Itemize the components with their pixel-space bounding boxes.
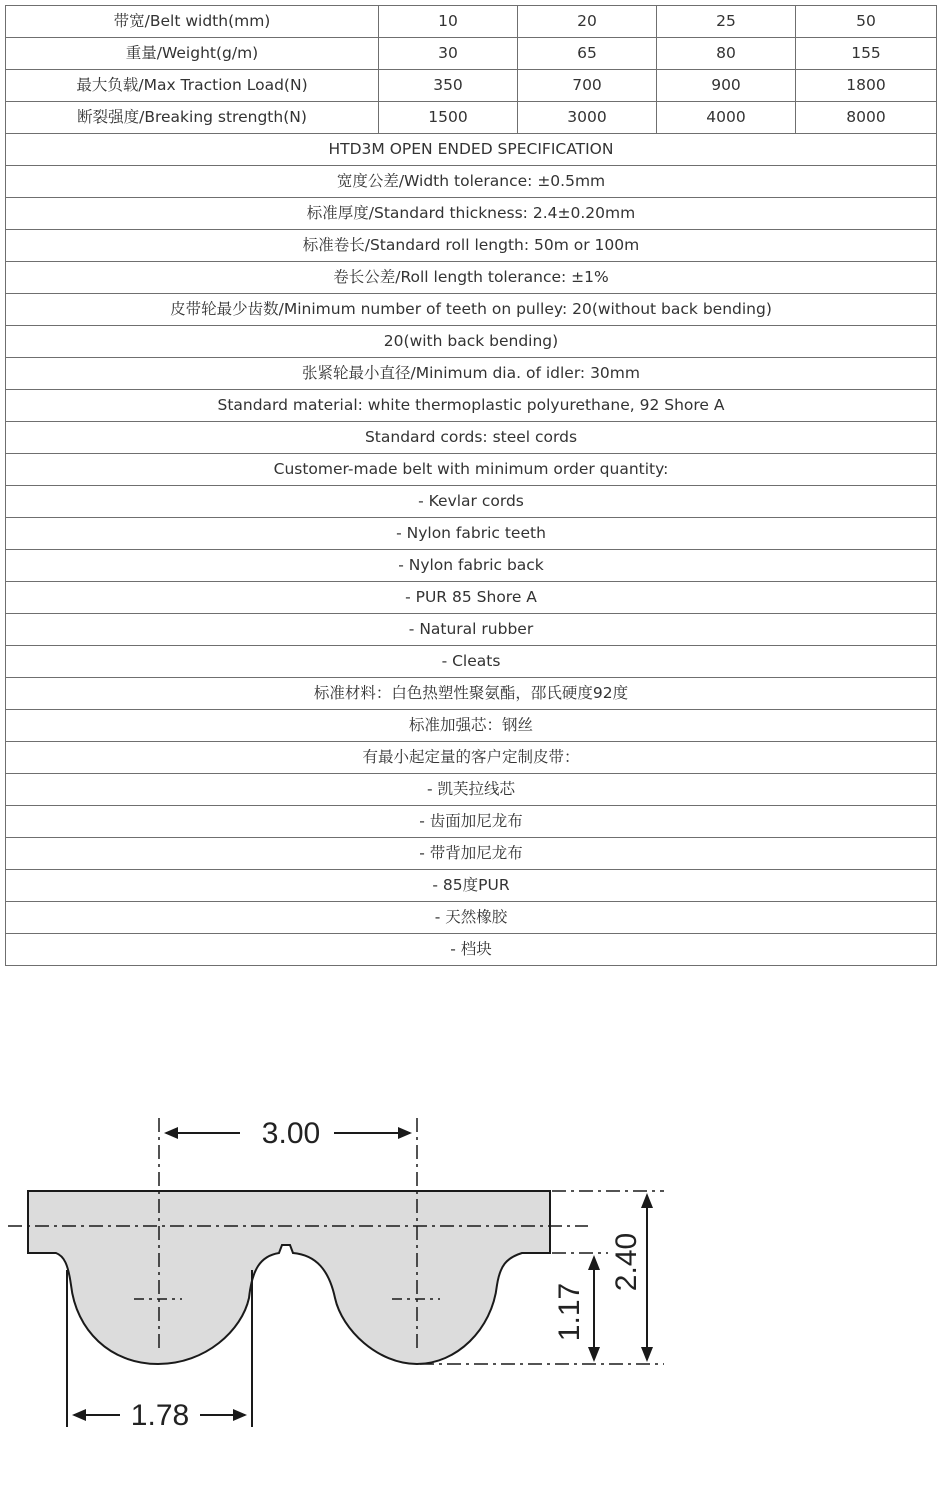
spec-data-row [6,70,937,102]
spec-text-row [6,870,937,902]
spec-text-cell: - Nylon fabric back [6,550,937,582]
spec-text-cell: - 齿面加尼龙布 [6,806,937,838]
spec-text-cell: Standard material: white thermoplastic polyurethane, 92 Shore A [6,390,937,422]
spec-value-cell: 700 [518,70,657,102]
spec-text-row [6,806,937,838]
spec-value-cell: 1800 [796,70,937,102]
total-height-arrowhead-bottom [641,1347,653,1362]
spec-text-cell: 20(with back bending) [6,326,937,358]
pitch-arrowhead-right [398,1127,412,1139]
spec-text-cell: - Nylon fabric teeth [6,518,937,550]
spec-text-row [6,838,937,870]
spec-text-row [6,710,937,742]
spec-text-row [6,454,937,486]
spec-value-cell: 30 [379,38,518,70]
spec-text-cell: - Natural rubber [6,614,937,646]
spec-text-row [6,582,937,614]
spec-text-row [6,230,937,262]
spec-text-cell: - Cleats [6,646,937,678]
spec-text-cell: HTD3M OPEN ENDED SPECIFICATION [6,134,937,166]
spec-text-row [6,294,937,326]
spec-data-row [6,6,937,38]
pitch-arrowhead-left [164,1127,178,1139]
spec-table-body [6,6,937,966]
spec-row-label: 最大负载/Max Traction Load(N) [6,70,379,102]
pitch-dimension-label: 3.00 [261,1117,321,1150]
spec-text-cell: 标准卷长/Standard roll length: 50m or 100m [6,230,937,262]
spec-text-row [6,550,937,582]
spec-text-row [6,934,937,966]
spec-text-row [6,198,937,230]
spec-value-cell: 25 [657,6,796,38]
spec-row-label: 断裂强度/Breaking strength(N) [6,102,379,134]
belt-profile [28,1191,550,1364]
spec-data-row [6,38,937,70]
spec-row-label: 重量/Weight(g/m) [6,38,379,70]
spec-value-cell: 1500 [379,102,518,134]
spec-text-cell: 标准厚度/Standard thickness: 2.4±0.20mm [6,198,937,230]
spec-value-cell: 8000 [796,102,937,134]
spec-row-label: 带宽/Belt width(mm) [6,6,379,38]
spec-value-cell: 80 [657,38,796,70]
spec-text-row [6,742,937,774]
spec-text-row [6,646,937,678]
tooth-height-label: 1.17 [553,1282,586,1342]
spec-text-cell: 张紧轮最小直径/Minimum dia. of idler: 30mm [6,358,937,390]
spec-text-row [6,774,937,806]
spec-text-row [6,678,937,710]
spec-text-cell: - PUR 85 Shore A [6,582,937,614]
spec-text-row [6,326,937,358]
spec-text-row [6,166,937,198]
spec-text-cell: - 带背加尼龙布 [6,838,937,870]
spec-text-row [6,486,937,518]
spec-value-cell: 50 [796,6,937,38]
tooth-width-arrowhead-right [233,1409,247,1421]
htd3m-tooth-profile-diagram [0,1095,943,1440]
spec-text-cell: - 天然橡胶 [6,902,937,934]
spec-text-row [6,422,937,454]
spec-text-cell: 卷长公差/Roll length tolerance: ±1% [6,262,937,294]
spec-text-cell: 标准加强芯：钢丝 [6,710,937,742]
spec-text-row [6,390,937,422]
spec-value-cell: 10 [379,6,518,38]
spec-value-cell: 65 [518,38,657,70]
spec-value-cell: 3000 [518,102,657,134]
tooth-width-label: 1.78 [130,1399,190,1432]
spec-table [5,5,937,966]
spec-text-cell: 皮带轮最少齿数/Minimum number of teeth on pulley: 20(without back bending) [6,294,937,326]
spec-value-cell: 4000 [657,102,796,134]
spec-text-row [6,902,937,934]
total-height-arrowhead-top [641,1193,653,1208]
spec-text-row [6,358,937,390]
spec-text-cell: - 档块 [6,934,937,966]
spec-text-cell: Customer-made belt with minimum order quantity: [6,454,937,486]
spec-text-cell: - 凯芙拉线芯 [6,774,937,806]
tooth-width-arrowhead-left [72,1409,86,1421]
spec-value-cell: 900 [657,70,796,102]
tooth-height-arrowhead-top [588,1255,600,1270]
spec-text-cell: 标准材料：白色热塑性聚氨酯，邵氏硬度92度 [6,678,937,710]
spec-value-cell: 155 [796,38,937,70]
spec-value-cell: 20 [518,6,657,38]
spec-text-cell: Standard cords: steel cords [6,422,937,454]
spec-data-row [6,102,937,134]
total-height-label: 2.40 [610,1232,643,1292]
spec-text-cell: 有最小起定量的客户定制皮带： [6,742,937,774]
spec-value-cell: 350 [379,70,518,102]
spec-text-row [6,134,937,166]
spec-text-row [6,262,937,294]
spec-text-cell: - 85度PUR [6,870,937,902]
tooth-height-arrowhead-bottom [588,1347,600,1362]
spec-text-row [6,518,937,550]
spec-text-row [6,614,937,646]
spec-text-cell: - Kevlar cords [6,486,937,518]
spec-text-cell: 宽度公差/Width tolerance: ±0.5mm [6,166,937,198]
